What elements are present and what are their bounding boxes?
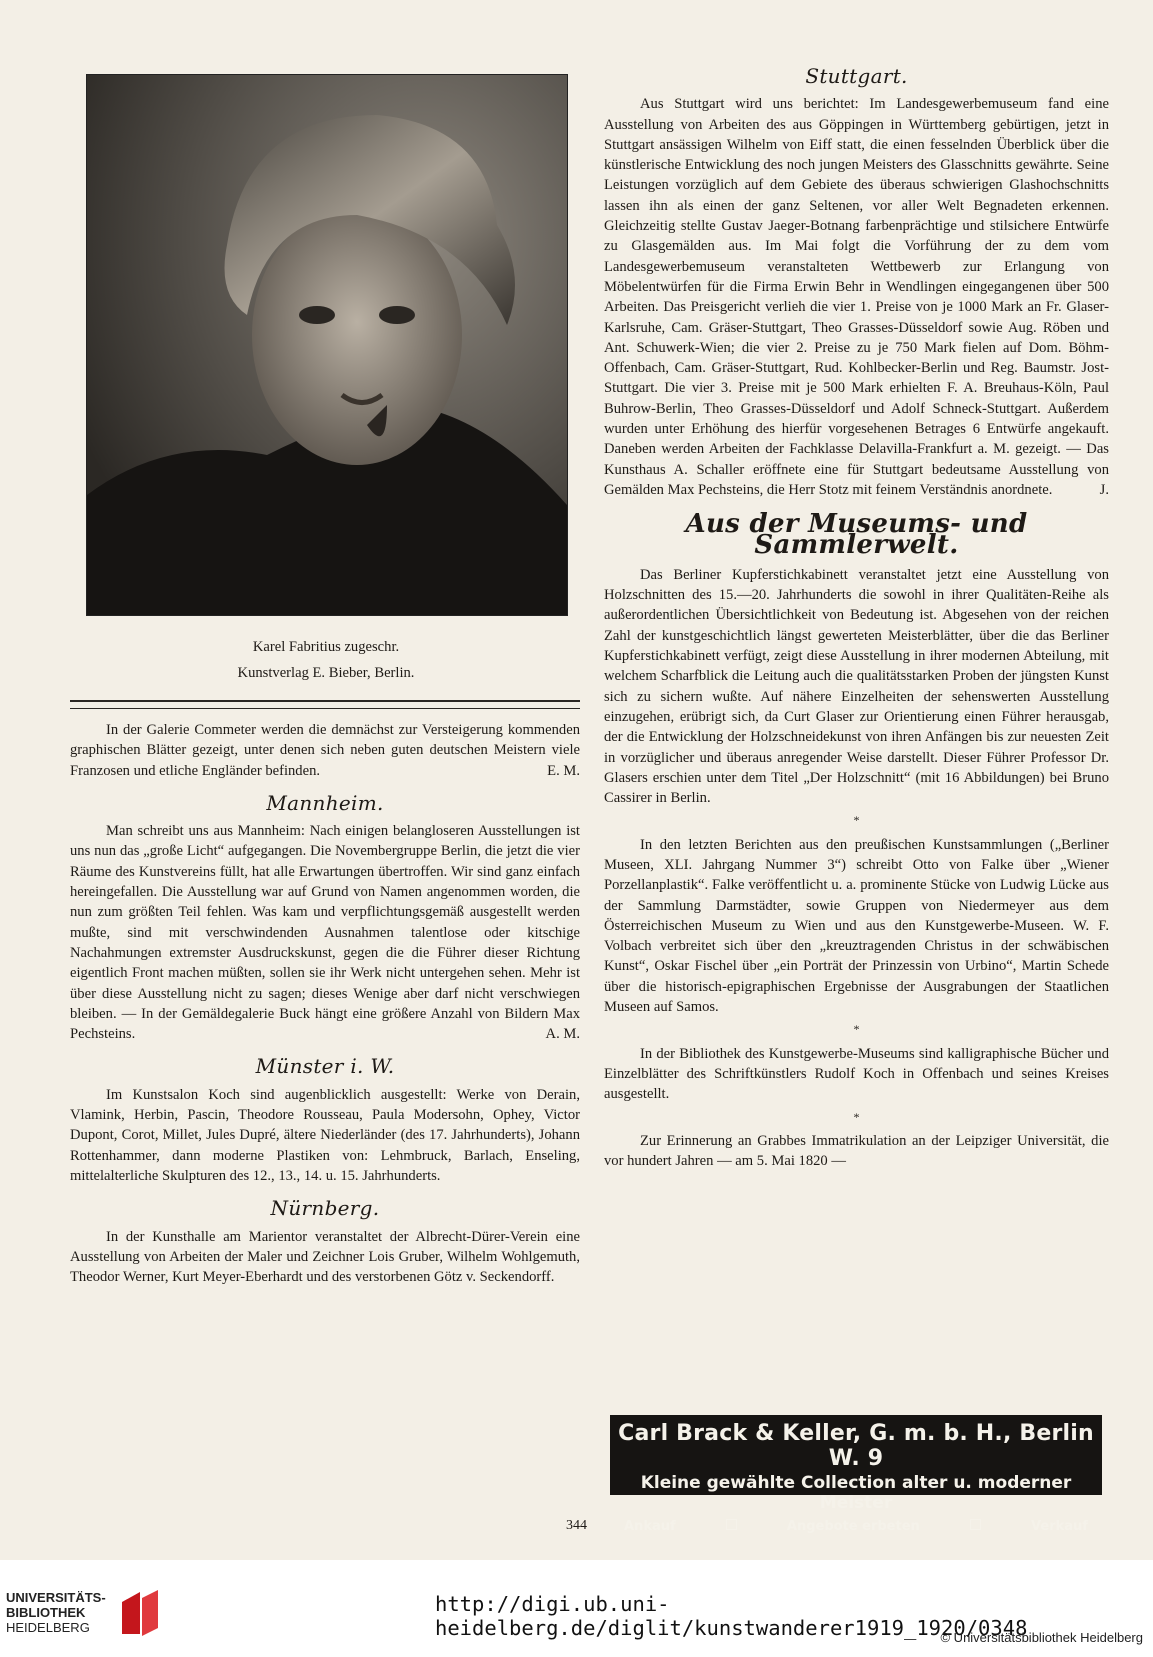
double-rule-bottom [70, 708, 580, 709]
logo-line-universitaets: UNIVERSITÄTS- [6, 1590, 106, 1605]
section-separator-star: * [853, 1022, 860, 1037]
caption-artist: Karel Fabritius zugeschr. [252, 639, 400, 655]
mannheim-signature: A. M. [545, 1026, 580, 1043]
ad-company-name: Carl Brack & Keller, G. m. b. H., Berlin W. 9 [618, 1421, 1094, 1471]
ad-angebote: Angebote erbeten [786, 1519, 920, 1534]
section-heading-muenster: Münster i. W. [255, 1054, 395, 1079]
section-heading-nuernberg: Nürnberg. [270, 1196, 380, 1221]
mannheim-paragraph: Man schreibt uns aus Mannheim: Nach einigen belangloseren Ausstellungen ist uns nun das „große Licht“ aufgegangen. Die Novembergruppe Berlin, die jetzt die vier Räume des Kunstvereins füllt, hat alle Erwartungen übertroffen. Wir sind ganz einfach hereingefallen. Die Ausstellung war auf Grund von Namen angenommen worden, die nun zum größten Teil fehlen. Was kam und verpflichtungsgemäß ausgestellt werden mußte, sind mit verschwindenden Ausnahmen talentlose oder kitschige Nachahmungen extremster Ausdruckskunst, gegen die die Führer dieser Richtung eigentlich Front machen müßten, sollen sie ihr Werk nicht untergehen sehen. Mehr ist über diese Ausstellung nicht zu sagen; dieses Wenige aber darf nicht verschwiegen bleiben. — In der Gemäldegalerie Buck hängt eine größere Anzahl von Bildern Max Pechsteins. A. M. [70, 821, 580, 1044]
right-column [604, 62, 1109, 1171]
logo-line-heidelberg: HEIDELBERG [6, 1620, 90, 1635]
berliner-museen-paragraph: In den letzten Berichten aus den preußischen Kunstsammlungen („Berliner Museen, XLI. Jahrgang Nummer 3“) schreibt Otto von Falke über „Wiener Porzellanplastik“. Falke veröffentlicht u. a. prominente Stücke von Ludwig Lücke aus der Sammlung Darmstädter, sowie Gruppen von Niedermeyer aus dem Österreichischen Museum zu Wien und aus den Kunstgewerbe-Museen. W. F. Volbach verbreitet sich über den „kreuztragenden Christus in der schwäbischen Kunst“, Oskar Fischel über „ein Porträt der Prinzessin von Urbino“, Martin Schede über die historisch-epigraphischen Ergebnisse der Ausgrabungen der Staatlichen Museen auf Samos. [604, 836, 1109, 1016]
stuttgart-signature: J. [1099, 481, 1109, 498]
page-number: 344 [566, 1518, 587, 1533]
bibliothek-paragraph: In der Bibliothek des Kunstgewerbe-Museums sind kalligraphische Bücher und Einzelblätter des Schriftkünstlers Rudolf Koch in Offenbach und seines Kreises ausgestellt. [604, 1045, 1109, 1103]
caption-publisher: Kunstverlag E. Bieber, Berlin. [237, 665, 415, 681]
advertisement-box [610, 1415, 1102, 1534]
nuernberg-paragraph: In der Kunsthalle am Marientor veranstaltet der Albrecht-Dürer-Verein eine Ausstellung von Arbeiten der Maler und Zeichner Lois Gruber, Wilhelm Wohlgemuth, Theodor Werner, Kurt Meyer-Eberhardt und des verstorbenen Götz v. Seckendorff. [70, 1228, 580, 1286]
library-logo-text [6, 1590, 106, 1635]
copyright-notice: © Universitätsbibliothek Heidelberg [940, 1630, 1143, 1645]
footer-bar [0, 1560, 1153, 1657]
logo-line-bibliothek: BIBLIOTHEK [6, 1605, 86, 1620]
permalink-url[interactable]: http://digi.ub.uni-heidelberg.de/diglit/kunstwanderer1919_1920/0348 [435, 1592, 1028, 1640]
kupferstichkabinett-paragraph: Das Berliner Kupferstichkabinett veranstaltet jetzt eine Ausstellung von Holzschnitten des 15.—20. Jahrhunderts die sowohl in ihrer Qualitäten-Reihe als außerordentlichen Übersichtlichkeit von Bedeutung ist. Abgesehen von der reichen Zahl der kunstgeschichtlich längst gewerteten Meisterblätter, über die das Berliner Kupferstichkabinett verfügt, zeigt diese Ausstellung in ihrer modernen Abteilung, mit welchem Scharfblick die Leitung auch die qualitätsstarken Proben der jüngsten Kunst sich zu sichern wußte. Auf nähere Einzelheiten der sehenswerten Ausstellung einzugehen, erübrigt sich, da Curt Glaser zur Orientierung einen Führer herausgab, der die Entwicklung der Holzschneidekunst von ihren Anfängen bis zur neuesten Zeit in vorzüglicher und überaus anregender Weise darstellt. Dieser Führer Professor Dr. Glasers erschien unter dem Titel „Der Holzschnitt“ (mit 16 Abbildungen) bei Bruno Cassirer in Berlin. [604, 566, 1109, 807]
portrait-illustration [87, 75, 567, 615]
stuttgart-paragraph: Aus Stuttgart wird uns berichtet: Im Landesgewerbemuseum fand eine Ausstellung von Arbeiten des aus Göppingen in Württemberg gebürtigen, jetzt in Stuttgart ansässigen Wilhelm von Eiff statt, die einen fesselnden Überblick über die künstlerische Entwicklung des noch jungen Meisters des Glasschnitts gewährte. Seine Leistungen vorzüglich auf dem Gebiete des überaus schwierigen Glashochschnitts lassen ihn als einen der ganz Seltenen, vor aller Welt Begnadeten erkennen. Gleichzeitig stellte Gustav Jaeger-Botnang farbenprächtige und stilsichere Entwürfe zu Glasgemälden aus. Im Mai folgt die Vorführung der zu dem vom Landesgewerbemuseum veranstalteten Wettbewerb zur Erlangung von Möbelentwürfen für die Firma Erwin Behr in Wendlingen eingegangenen über 500 Arbeiten. Das Preisgericht verlieh die vier 1. Preise von je 1000 Mark an Fr. Glaser-Karlsruhe, Cam. Gräser-Stuttgart, Theo Grasses-Düsseldorf sowie Aug. Röben und Ant. Schuwerk-Wien; die vier 2. Preise zu je 750 Mark fielen auf Dom. Böhm-Offenbach, Cam. Gräser-Stuttgart, Rud. Kohlbecker-Berlin und Reg. Baumstr. Jost-Stuttgart. Die vier 3. Preise mit je 500 Mark erhielten F. A. Breuhaus-Köln, Paul Buhrow-Berlin, Theo Grasses-Düsseldorf und Adolf Schneck-Stuttgart. Außerdem wurden unter Erhöhung des hierfür vorgesehenen Betrages 6 Entwürfe angekauft. Daneben werden Arbeiten der Fachklasse Delavilla-Frankfurt a. M. gezeigt. — Das Kunsthaus A. Schaller eröffnete eine für Stuttgart bedeutsame Ausstellung von Gemälden Max Pechsteins, die Herr Stotz mit feinem Verständnis anordnete. J. [604, 94, 1109, 500]
double-rule-top [70, 700, 580, 702]
portrait-image [86, 74, 568, 616]
grabbe-paragraph: Zur Erinnerung an Grabbes Immatrikulation an der Leipziger Universität, die vor hundert Jahren — am 5. Mai 1820 — [604, 1132, 1109, 1170]
left-column [70, 720, 580, 1287]
section-heading-museums-world: Aus der Museums- und Sammlerwelt. [685, 509, 1028, 560]
commeter-paragraph: In der Galerie Commeter werden die demnächst zur Versteigerung kommenden graphischen Blätter gezeigt, unter denen sich neben guten deutschen Meistern viele Franzosen und etliche Engländer befinden. E. M. [70, 720, 580, 781]
ad-ankauf: Ankauf [624, 1519, 676, 1534]
section-separator-star: * [853, 813, 860, 828]
section-heading-mannheim: Mannheim. [266, 790, 384, 815]
section-heading-stuttgart: Stuttgart. [805, 64, 908, 88]
ad-collection-line: Kleine gewählte Collection alter u. moderner Meister [640, 1473, 1072, 1513]
portrait-caption [86, 634, 566, 686]
commeter-signature: E. M. [547, 762, 580, 779]
muenster-paragraph: Im Kunstsalon Koch sind augenblicklich ausgestellt: Werke von Derain, Vlamink, Herbin, Pascin, Theodore Rousseau, Paula Modersohn, Ophey, Victor Dupont, Corot, Millet, Jules Dupré, ältere Niederländer (des 17. Jahrhunderts), Johann Rottenhammer, dann moderne Plastiken von: Lehmbruck, Barlach, Enseling, mittelalterliche Skulpturen des 12., 13., 14. u. 15. Jahrhunderts. [70, 1086, 580, 1184]
section-separator-star: * [853, 1109, 860, 1124]
ad-verkauf: Verkauf [1031, 1519, 1088, 1534]
library-logo-icon [118, 1588, 162, 1638]
